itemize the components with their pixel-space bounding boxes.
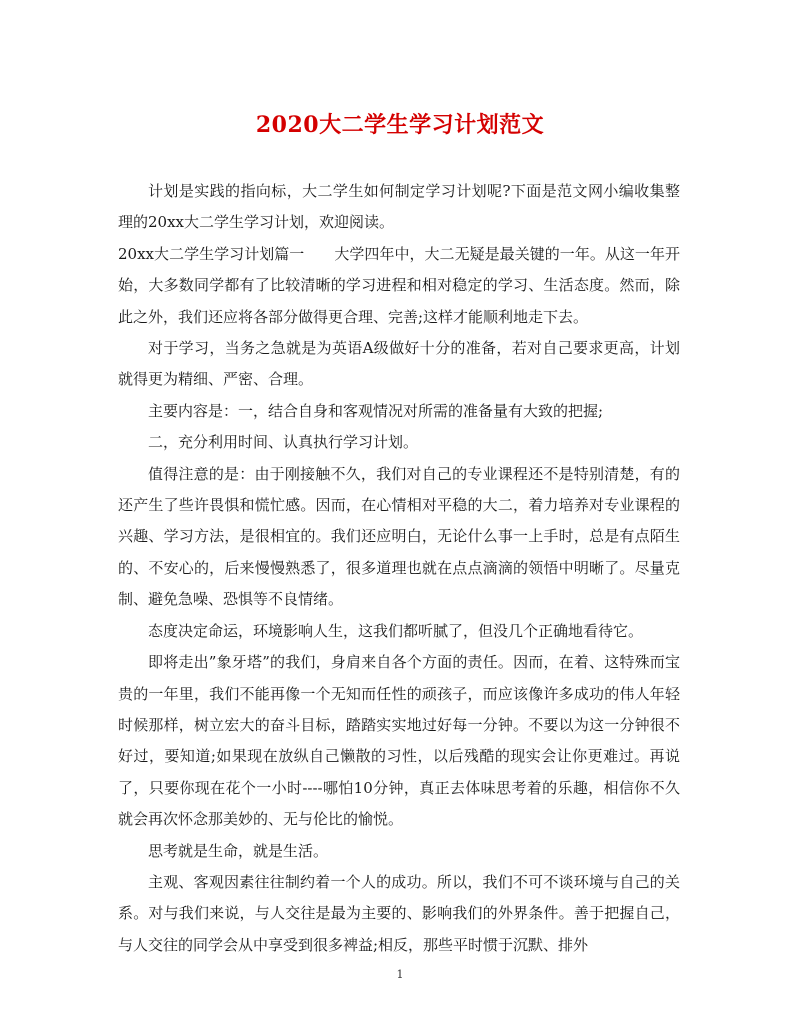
paragraph: 即将走出”象牙塔”的我们，身肩来自各个方面的责任。因而，在着、这特殊而宝贵的一年里，我们不能再像一个无知而任性的顽孩子，而应该像许多成功的伟人年轻时候那样，树立宏大的奋斗目标，踏踏实实地过好每一分钟。不要以为这一分钟很不好过，要知道;如果现在放纵自己懒散的习性，以后残酷的现实会让你更难过。再说了，只要你现在花个一小时----哪怕10分钟，真正去体味思考着的乐趣，相信你不久就会再次怀念那美妙的、无与伦比的愉悦。 [118,653,680,829]
paragraph: 态度决定命运，环境影响人生，这我们都听腻了，但没几个正确地看待它。 [148,621,644,640]
paragraph: 对于学习，当务之急就是为英语A级做好十分的准备，若对自己要求更高，计划就得更为精细、严密、合理。 [118,339,680,389]
paragraph: 计划是实践的指向标，大二学生如何制定学习计划呢?下面是范文网小编收集整理的20xx大二学生学习计划，欢迎阅读。 [118,182,680,232]
paragraph: 主观、客观因素往往制约着一个人的成功。所以，我们不可不谈环境与自己的关系。对与我们来说，与人交往是最为主要的、影响我们的外界条件。善于把握自己，与人交往的同学会从中享受到很多裨益;相反，那些平时惯于沉默、排外 [118,872,680,954]
page-number: 1 [396,968,404,981]
paragraph-text: 大学四年中，大二无疑是最关键的一年。从这一年开始，大多数同学都有了比较清晰的学习进程和相对稳定的学习、生活态度。然而，除此之外，我们还应将各部分做得更合理、完善;这样才能顺利地走下去。 [118,244,680,326]
document-body [118,176,680,961]
paragraph: 值得注意的是：由于刚接触不久，我们对自己的专业课程还不是特别清楚，有的还产生了些许畏惧和慌忙感。因而，在心情相对平稳的大二，着力培养对专业课程的兴趣、学习方法，是很相宜的。我们还应明白，无论什么事一上手时，总是有点陌生的、不安心的，后来慢慢熟悉了，很多道理也就在点点滴滴的领悟中明晰了。尽量克制、避免急噪、恐惧等不良情绪。 [118,464,680,609]
paragraph: 主要内容是：一，结合自身和客观情况对所需的准备量有大致的把握; [148,401,604,420]
paragraph: 思考就是生命，就是生活。 [148,841,329,860]
section-heading: 20xx大二学生学习计划篇一 [118,244,305,263]
document-title: 2020大二学生学习计划范文 [255,112,545,138]
paragraph [118,239,680,333]
paragraph: 二，充分利用时间、认真执行学习计划。 [148,433,419,452]
